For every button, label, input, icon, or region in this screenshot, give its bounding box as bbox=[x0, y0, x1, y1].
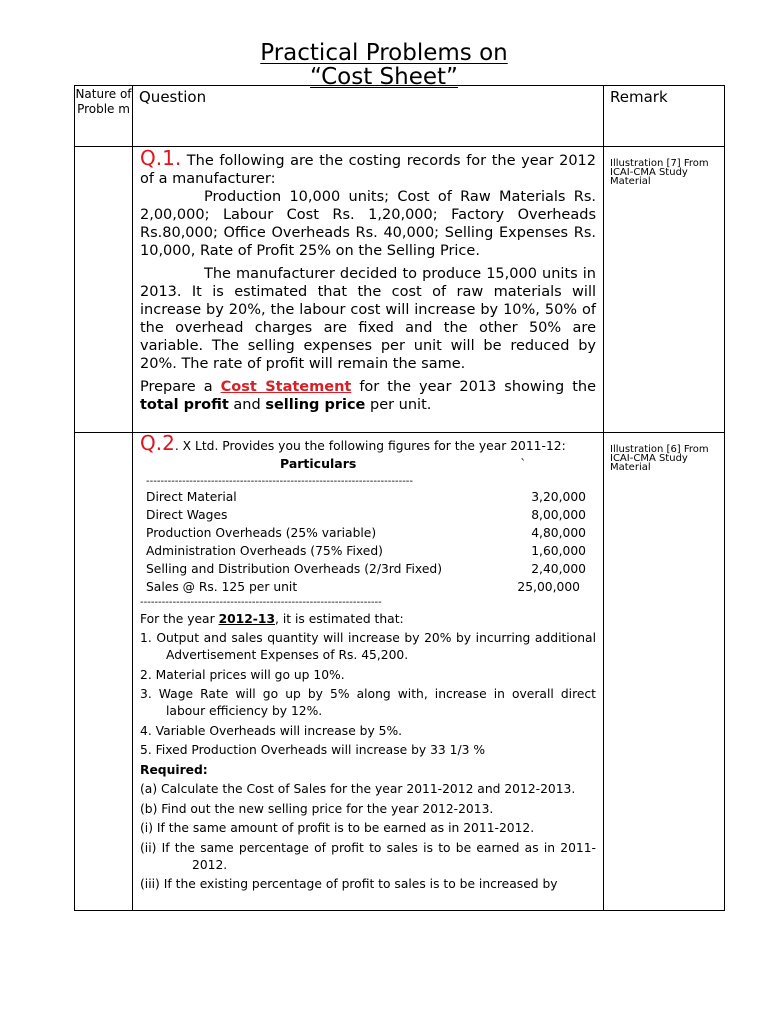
figure-row: Administration Overheads (75% Fixed) 1,60,000 bbox=[146, 543, 586, 558]
q2-requirement: (iii) If the existing percentage of profit to sales is to be increased by bbox=[140, 877, 558, 891]
q1-remark: Illustration [7] From ICAI-CMA Study Material bbox=[604, 147, 725, 433]
q1-row bbox=[75, 147, 725, 433]
figure-row: Direct Wages 8,00,000 bbox=[146, 507, 586, 522]
header-nature: Nature of Proble m bbox=[75, 86, 133, 147]
figure-row: Sales @ Rs. 125 per unit 25,00,000 bbox=[146, 579, 580, 594]
title-line-2: “Cost Sheet” bbox=[310, 64, 458, 90]
title-line-1: Practical Problems on bbox=[260, 40, 508, 66]
q2-requirement: (ii) If the same percentage of profit to sales is to be earned as in 2011-2012. bbox=[140, 840, 596, 872]
header-remark: Remark bbox=[604, 86, 725, 147]
figure-row: Selling and Distribution Overheads (2/3rd Fixed) 2,40,000 bbox=[146, 561, 586, 576]
q1-data: Production 10,000 units; Cost of Raw Materials Rs. 2,00,000; Labour Cost Rs. 1,20,000; Factory Overheads Rs.80,000; Office Overheads Rs. 40,000; Selling Expenses Rs. 10,000, Rate of Profit 25% on the Selling Price. bbox=[140, 189, 596, 259]
q2-question-cell bbox=[133, 433, 604, 911]
q2-requirement: (a) Calculate the Cost of Sales for the year 2011-2012 and 2012-2013. bbox=[140, 782, 576, 796]
q2-nature-cell bbox=[75, 433, 133, 911]
q2-year-line: For the year 2012-13, it is estimated that: bbox=[140, 611, 404, 626]
q2-remark: Illustration [6] From ICAI-CMA Study Material bbox=[604, 433, 725, 911]
q2-row bbox=[75, 433, 725, 911]
header-row bbox=[75, 86, 725, 147]
q2-particulars-heading: Particulars ` bbox=[280, 456, 527, 471]
cost-statement-text: Cost Statement bbox=[220, 379, 352, 395]
q1-para2: The manufacturer decided to produce 15,000 units in 2013. It is estimated that the cost of raw materials will increase by 20%, the labour cost will increase by 10%, 50% of the overhead charges are fixed and the other 50% are variable. The selling expenses per unit will be reduced by 20%. The rate of profit will remain the same. bbox=[140, 266, 596, 372]
q2-figures-table bbox=[140, 488, 596, 596]
q2-point: 3. Wage Rate will go up by 5% along with, increase in overall direct labour efficiency by 12%. bbox=[140, 687, 596, 718]
figure-row: Production Overheads (25% variable) 4,80,000 bbox=[146, 525, 586, 540]
q2-dash-top: -------------------------------------------------------------------------- bbox=[146, 475, 414, 487]
q2-point: 5. Fixed Production Overheads will increase by 33 1/3 % bbox=[140, 743, 486, 757]
q2-number: Q.2 bbox=[140, 431, 175, 455]
header-question: Question bbox=[133, 86, 604, 147]
q2-intro: Q.2. X Ltd. Provides you the following figures for the year 2011-12: bbox=[140, 431, 566, 455]
q2-requirement: (i) If the same amount of profit is to be earned as in 2011-2012. bbox=[140, 821, 535, 835]
q2-required-label: Required: bbox=[140, 762, 208, 777]
q2-point: 1. Output and sales quantity will increase by 20% by incurring additional Advertisement Expenses of Rs. 45,200. bbox=[140, 631, 596, 662]
problems-table bbox=[74, 85, 725, 911]
q1-nature-cell bbox=[75, 147, 133, 433]
q1-prepare: Prepare a Cost Statement for the year 2013 showing the total profit and selling price per unit. bbox=[140, 379, 596, 413]
q1-question-cell bbox=[133, 147, 604, 433]
q2-point: 2. Material prices will go up 10%. bbox=[140, 667, 345, 682]
figure-row: Direct Material 3,20,000 bbox=[146, 489, 586, 504]
q2-dash-bottom: ------------------------------------------------------------------- bbox=[140, 596, 382, 608]
q1-number: Q.1. bbox=[140, 146, 182, 170]
q2-requirement: (b) Find out the new selling price for the year 2012-2013. bbox=[140, 801, 494, 816]
q2-point: 4. Variable Overheads will increase by 5%. bbox=[140, 723, 403, 738]
q1-intro: Q.1. The following are the costing records for the year 2012 of a manufacturer: Production 10,000 units; Cost of Raw Materials Rs. 2,00,000; Labour Cost Rs. 1,20,000; Factory Overheads Rs.80,000; Office Overheads Rs. 40,000; Selling Expenses Rs. 10,000, Rate of Profit 25% on the Selling Price. bbox=[140, 146, 596, 259]
